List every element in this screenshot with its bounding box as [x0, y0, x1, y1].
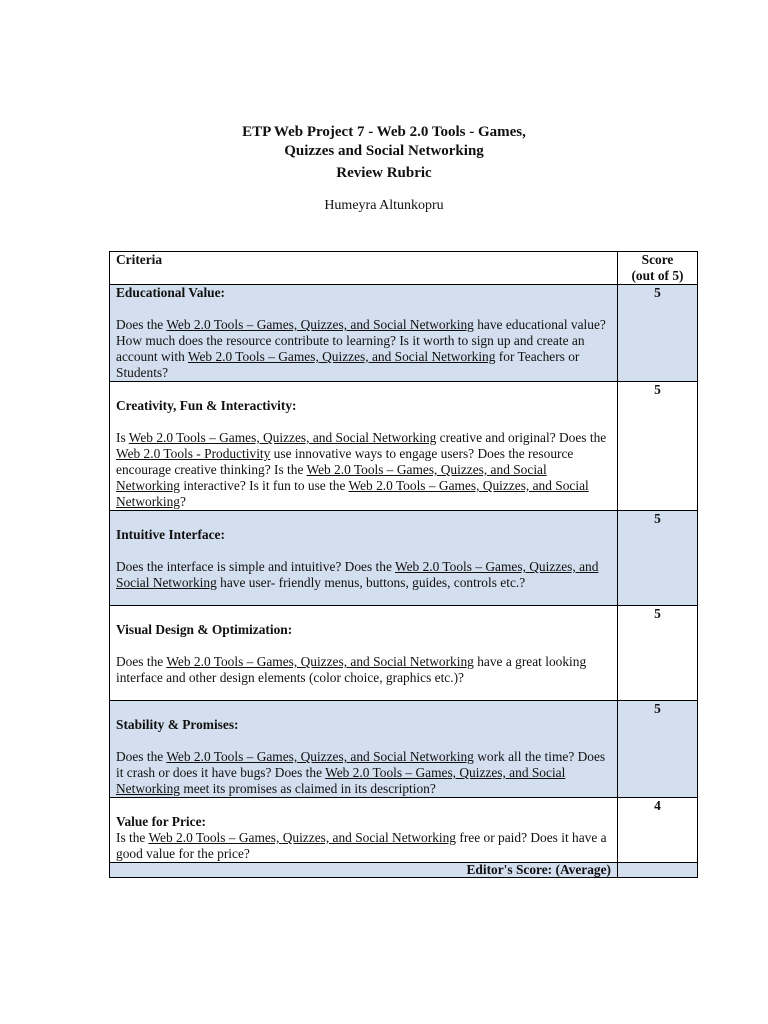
criteria-text: creative and original? Does the [436, 430, 607, 445]
criteria-name: Educational Value: [116, 285, 226, 300]
table-footer-row [110, 863, 698, 878]
editor-score-value [618, 863, 698, 878]
tool-link[interactable]: Web 2.0 Tools – Games, Quizzes, and Social Networking [187, 349, 496, 364]
table-row [110, 606, 698, 701]
criteria-text: work all the time? Does it crash or does it have bugs? Does the [116, 749, 606, 780]
criteria-cell [110, 382, 618, 511]
score-cell: 5 [618, 701, 698, 798]
doc-title-line1: ETP Web Project 7 - Web 2.0 Tools - Games, [242, 124, 526, 140]
criteria-text: have educational value? How much does the resource contribute to learning? Is it worth to sign up and create an account with [116, 317, 606, 364]
doc-author: Humeyra Altunkopru [324, 198, 444, 213]
tool-link[interactable]: Web 2.0 Tools – Games, Quizzes, and Social Networking [148, 830, 457, 845]
tool-link[interactable]: Web 2.0 Tools - Productivity [116, 446, 271, 461]
criteria-text: Does the [116, 654, 167, 669]
score-cell: 4 [618, 798, 698, 863]
header-score [618, 252, 698, 285]
criteria-text: use innovative ways to engage users? Does the resource encourage creative thinking? Is the [116, 446, 574, 477]
criteria-name: Visual Design & Optimization: [116, 622, 293, 637]
criteria-text: ? [179, 494, 186, 509]
criteria-text: for Teachers or Students? [116, 349, 580, 380]
criteria-text: Does the interface is simple and intuitive? Does the [116, 559, 396, 574]
doc-subtitle: Review Rubric [336, 165, 432, 181]
rubric-table [109, 251, 698, 878]
criteria-text: have a great looking interface and other design elements (color choice, graphics etc.)? [116, 654, 587, 685]
table-row [110, 511, 698, 606]
doc-title-line2: Quizzes and Social Networking [284, 143, 484, 159]
criteria-cell [110, 701, 618, 798]
criteria-cell [110, 511, 618, 606]
table-row [110, 798, 698, 863]
tool-link[interactable]: Web 2.0 Tools – Games, Quizzes, and Social Networking [128, 430, 437, 445]
table-row [110, 285, 698, 382]
criteria-cell [110, 606, 618, 701]
criteria-cell [110, 798, 618, 863]
score-cell: 5 [618, 511, 698, 606]
tool-link[interactable]: Web 2.0 Tools – Games, Quizzes, and Social Networking [116, 765, 566, 796]
criteria-text: Is the [116, 830, 149, 845]
editor-score-label: Editor's Score: (Average) [110, 863, 618, 878]
criteria-name: Stability & Promises: [116, 717, 239, 732]
tool-link[interactable]: Web 2.0 Tools – Games, Quizzes, and Social Networking [116, 478, 589, 509]
header-score-line1: Score [641, 252, 674, 267]
criteria-name: Intuitive Interface: [116, 527, 225, 542]
tool-link[interactable]: Web 2.0 Tools – Games, Quizzes, and Social Networking [116, 559, 599, 590]
tool-link[interactable]: Web 2.0 Tools – Games, Quizzes, and Social Networking [166, 654, 474, 669]
header-score-line2: (out of 5) [631, 268, 684, 283]
criteria-text: meet its promises as claimed in its description? [179, 781, 436, 796]
criteria-name: Creativity, Fun & Interactivity: [116, 398, 297, 413]
criteria-text: have user- friendly menus, buttons, guides, controls etc.? [216, 575, 526, 590]
criteria-text: free or paid? Does it have a good value for the price? [116, 830, 607, 861]
criteria-name: Value for Price: [116, 814, 206, 829]
tool-link[interactable]: Web 2.0 Tools – Games, Quizzes, and Social Networking [116, 462, 547, 493]
table-header-row [110, 252, 698, 285]
criteria-text: Does the [116, 317, 167, 332]
tool-link[interactable]: Web 2.0 Tools – Games, Quizzes, and Social Networking [166, 317, 474, 332]
table-row [110, 701, 698, 798]
score-cell: 5 [618, 606, 698, 701]
header-criteria: Criteria [110, 252, 618, 285]
criteria-text: Is [116, 430, 129, 445]
score-cell: 5 [618, 382, 698, 511]
tool-link[interactable]: Web 2.0 Tools – Games, Quizzes, and Social Networking [166, 749, 474, 764]
criteria-text: Does the [116, 749, 167, 764]
table-row [110, 382, 698, 511]
criteria-cell [110, 285, 618, 382]
criteria-text: interactive? Is it fun to use the [179, 478, 349, 493]
score-cell: 5 [618, 285, 698, 382]
